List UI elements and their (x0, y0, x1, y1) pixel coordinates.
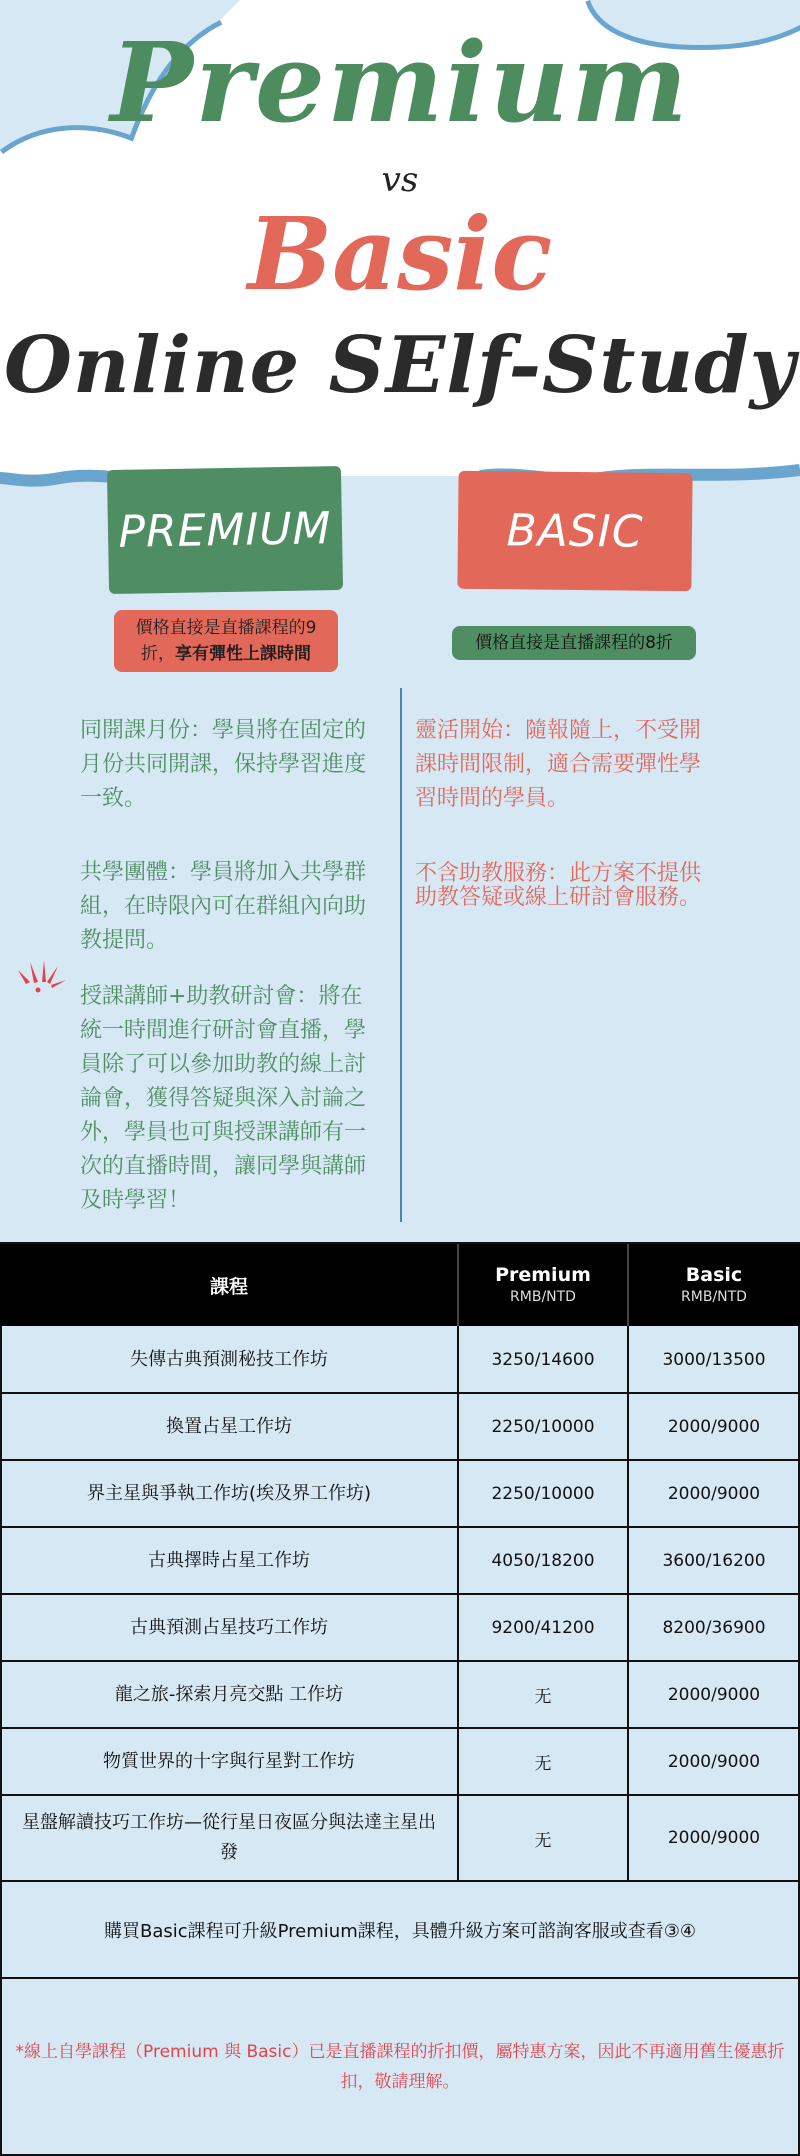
premium-price: 无 (534, 1754, 552, 1774)
course-name: 古典擇時占星工作坊 (148, 1549, 310, 1571)
basic-feature-no-ta: 不含助教服務：此方案不提供助教答疑或線上研討會服務。 (415, 861, 702, 910)
header-divider (627, 1244, 629, 1326)
premium-price-line2 (114, 641, 338, 667)
header-basic (628, 1244, 800, 1326)
course-name: 龍之旅-探索月亮交點 工作坊 (114, 1683, 344, 1705)
header-premium (458, 1244, 628, 1326)
premium-feature-cohort: 同開課月份：學員將在固定的月份共同開課，保持學習進度一致。 (80, 718, 367, 811)
header-premium-name: Premium (495, 1264, 591, 1286)
upgrade-note: 購買Basic課程可升級Premium課程，具體升級方案可諮詢客服或查看③④ (103, 1920, 697, 1942)
header-basic-unit: RMB/NTD (681, 1289, 747, 1305)
header-premium-unit: RMB/NTD (510, 1289, 576, 1305)
premium-price: 4050/18200 (491, 1550, 595, 1571)
header-course: 課程 (209, 1275, 248, 1298)
premium-price: 2250/10000 (491, 1483, 595, 1504)
premium-price: 无 (534, 1687, 552, 1707)
premium-price-line1: 價格直接是直播課程的9 (135, 618, 317, 638)
row-line (0, 1526, 800, 1528)
premium-price-line2-bold: 享有彈性上課時間 (175, 644, 311, 664)
exclamation-burst-icon (8, 948, 72, 1012)
basic-price: 2000/9000 (667, 1483, 761, 1504)
premium-price-line2-plain: 折， (141, 644, 175, 664)
basic-price: 2000/9000 (667, 1751, 761, 1772)
course-name: 物質世界的十字與行星對工作坊 (103, 1750, 355, 1772)
premium-price-note (114, 610, 338, 672)
row-line (0, 1392, 800, 1394)
title-online-self-study: Online SElf-Study (4, 320, 796, 411)
column-line (627, 1326, 629, 1881)
column-divider (400, 688, 402, 1222)
row-line (0, 1727, 800, 1729)
basic-feature-flexible-start: 靈活開始：隨報隨上，不受開課時間限制，適合需要彈性學習時間的學員。 (415, 718, 702, 811)
header-divider (457, 1244, 459, 1326)
basic-price-note: 價格直接是直播課程的8折 (452, 626, 696, 660)
premium-tag: PREMIUM (107, 466, 343, 594)
row-line (0, 1593, 800, 1595)
premium-price: 无 (534, 1830, 552, 1851)
course-name: 換置占星工作坊 (166, 1415, 292, 1437)
basic-tag: BASIC (457, 471, 692, 591)
title-premium: Premium (110, 18, 690, 147)
course-name: 界主星與爭執工作坊(埃及界工作坊) (86, 1482, 372, 1504)
basic-price: 3600/16200 (662, 1550, 766, 1571)
title-vs: vs (381, 160, 419, 200)
basic-price: 2000/9000 (667, 1416, 761, 1437)
table-header (0, 1244, 800, 1326)
row-line (0, 1459, 800, 1461)
premium-feature-seminar: 授課講師+助教研討會：將在統一時間進行研討會直播，學員除了可以參加助教的線上討論會，獲得答疑與深入討論之外，學員也可與授課講師有一次的直播時間，讓同學與講師及時學習！ (80, 984, 367, 1213)
header-basic-name: Basic (685, 1264, 743, 1286)
basic-price: 2000/9000 (667, 1828, 761, 1848)
premium-price: 9200/41200 (491, 1617, 595, 1638)
discount-footnote: *線上自學課程（Premium 與 Basic）已是直播課程的折扣價，屬特惠方案，因此不再適用舊生優惠折扣，敬請理解。 (15, 2041, 785, 2092)
course-name: 星盤解讀技巧工作坊—從行星日夜區分與法達主星出發 (22, 1812, 436, 1863)
course-name: 失傳古典預測秘技工作坊 (130, 1348, 328, 1370)
basic-price: 3000/13500 (662, 1349, 766, 1370)
row-line (0, 1660, 800, 1662)
row-line (0, 1794, 800, 1796)
premium-price: 2250/10000 (491, 1416, 595, 1437)
course-name: 古典預測占星技巧工作坊 (130, 1616, 328, 1638)
column-line (457, 1326, 459, 1881)
title-basic: Basic (247, 195, 553, 313)
price-table (0, 1242, 800, 2156)
basic-price: 8200/36900 (662, 1617, 766, 1638)
premium-price: 3250/14600 (491, 1349, 595, 1370)
premium-feature-study-group: 共學團體：學員將加入共學群組，在時限內可在群組內向助教提問。 (80, 860, 367, 953)
basic-price: 2000/9000 (667, 1684, 761, 1705)
